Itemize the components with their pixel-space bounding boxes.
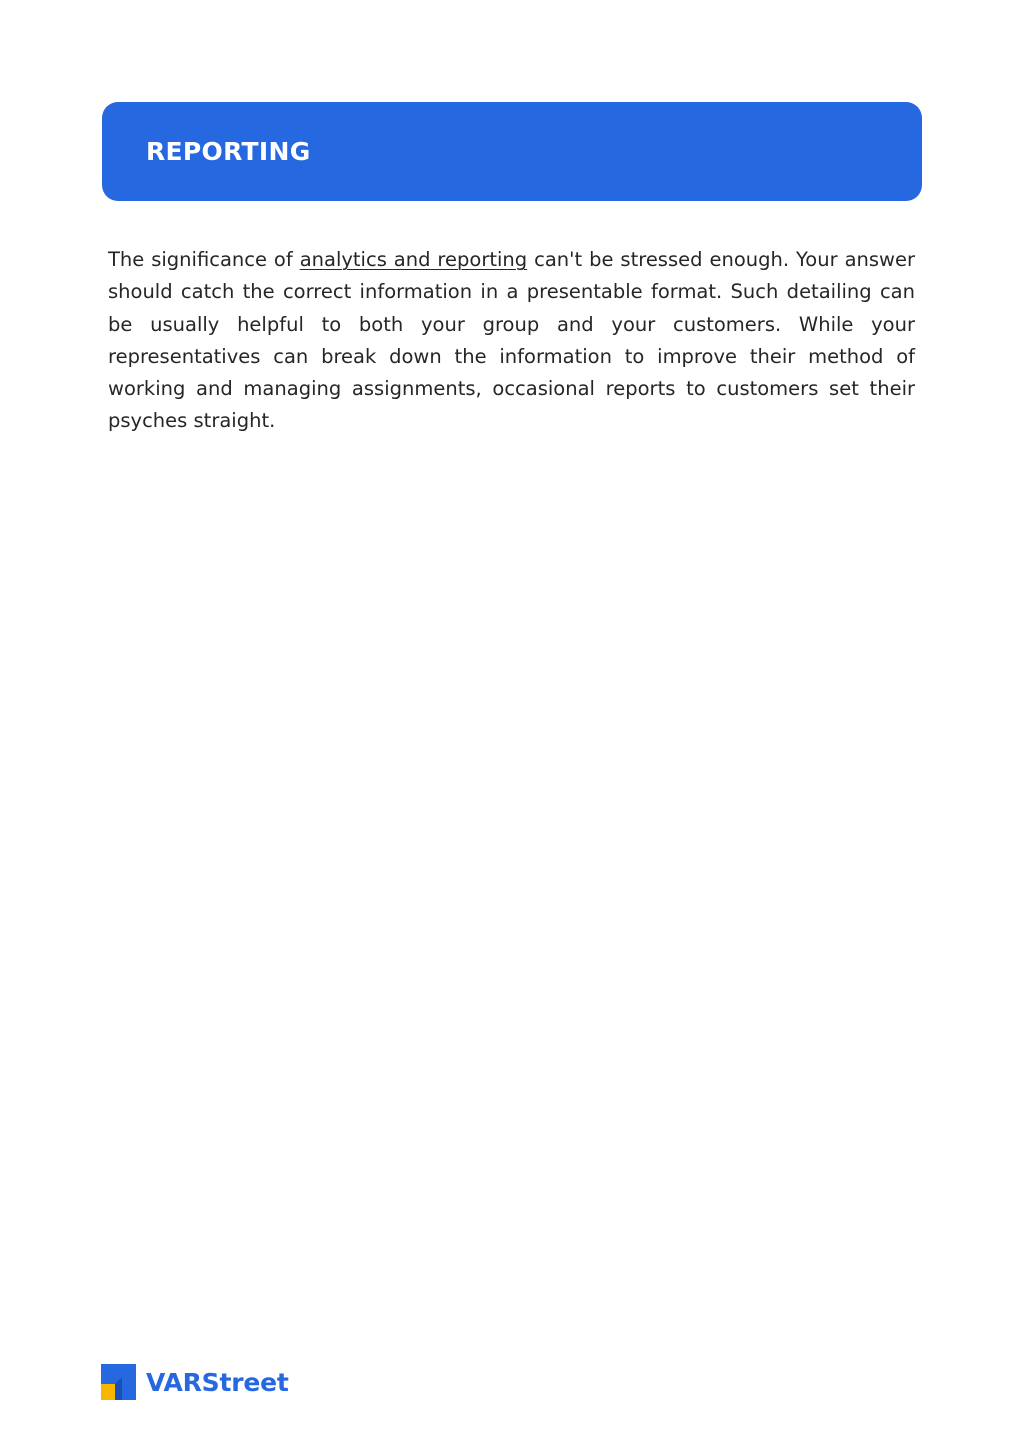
paragraph-text-end: can't be stressed enough. Your answer should catch the correct information in a presentable format. Such detailing can be usually helpful to both your group and your customers. While your representatives can break down the information to improve their method of working and managing assignments, occasional reports to customers set their psyches straight. — [108, 248, 915, 433]
brand-name: VARStreet — [146, 1367, 289, 1397]
analytics-reporting-link[interactable]: analytics and reporting — [299, 248, 528, 271]
paragraph-text-start: The significance of — [108, 248, 300, 271]
section-header-banner — [102, 102, 922, 201]
footer-logo — [101, 1364, 289, 1400]
body-paragraph — [108, 244, 915, 438]
section-title: REPORTING — [146, 137, 311, 166]
varstreet-logo-icon — [101, 1364, 136, 1400]
